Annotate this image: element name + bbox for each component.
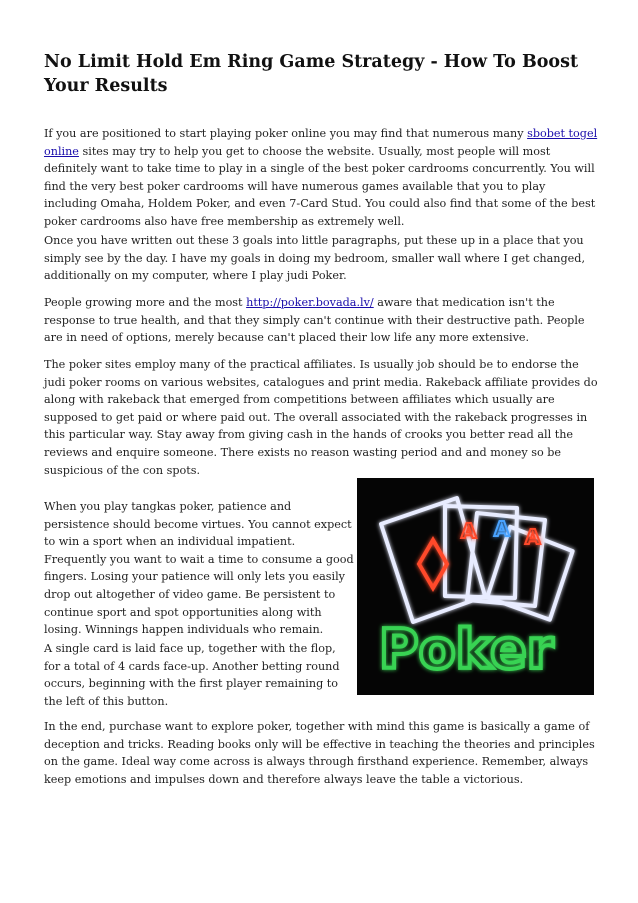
neon-poker-sign-graphic (357, 478, 594, 695)
paragraph-2: Once you have written out these 3 goals into little paragraphs, put these up in a place that you simply see by the day. I have my goals in doing my bedroom, smaller wall where I get changed, additionally on my computer, where I play judi Poker. (44, 234, 585, 283)
paragraph-1 (44, 125, 598, 231)
paragraph-1-text-start: If you are positioned to start playing poker online you may find that numerous many (44, 127, 528, 140)
paragraph-6: A single card is laid face up, together with the flop, for a total of 4 cards face-up. Another betting round occurs, beginning with the first player remaining to the left of this button. (44, 642, 340, 708)
paragraph-5: When you play tangkas poker, patience and persistence should become virtues. You cannot expect to win a sport when an individual impatient. Frequently you want to wait a time to consume a good fingers. Losing your patience will only lets you easily drop out altogether of video game. Be persistent to continue sport and spot opportunities along with losing. Winnings happen individuals who remain. (44, 500, 354, 637)
paragraph-7: In the end, purchase want to explore poker, together with mind this game is basically a game of deception and tricks. Reading books only will be effective in teaching the theories and principles on the game. Ideal way come across is always through firsthand experience. Remember, always keep emotions and impulses down and therefore always leave the table a victorious. (44, 720, 595, 786)
paragraph-1-text-end: sites may try to help you get to choose the website. Usually, most people will most definitely want to take time to play in a single of the best poker cardrooms concurrently. You will find the very best poker cardrooms will have numerous games available that you to play including Omaha, Holdem Poker, and even 7-Card Stud. You could also find that some of the best poker cardrooms also have free membership as extremely well. (44, 144, 596, 228)
poker-neon-word: Poker (379, 618, 554, 681)
page-title: No Limit Hold Em Ring Game Strategy - How To Boost Your Results (44, 52, 579, 96)
card-letter-1: A (461, 519, 477, 543)
poker-bovada-link[interactable]: http://poker.bovada.lv/ (246, 296, 374, 309)
paragraph-3-text-end: aware that medication isn't the response to true health, and that they simply can't continue with their destructive path. People are in need of options, merely because can't placed their low life any more extensive. (44, 296, 585, 345)
card-letter-3: A (525, 525, 541, 549)
paragraph-3 (44, 294, 598, 347)
paragraph-3-text-start: People growing more and the most (44, 296, 247, 309)
card-letter-2: A (494, 517, 510, 541)
sbobet-togel-link[interactable]: sbobet togel online (44, 127, 598, 158)
neon-poker-sign-image (357, 478, 594, 695)
paragraph-4: The poker sites employ many of the practical affiliates. Is usually job should be to endorse the judi poker rooms on various websites, catalogues and print media. Rakeback affiliate provides do along with rakeback that emerged from competitions between affiliates which usually are supposed to get paid or where paid out. The overall associated with the rakeback progresses in this particular way. Stay away from giving cash in the hands of crooks you better read all the reviews and enquire someone. There exists no reason wasting period and and money so be suspicious of the con spots. (44, 358, 598, 477)
